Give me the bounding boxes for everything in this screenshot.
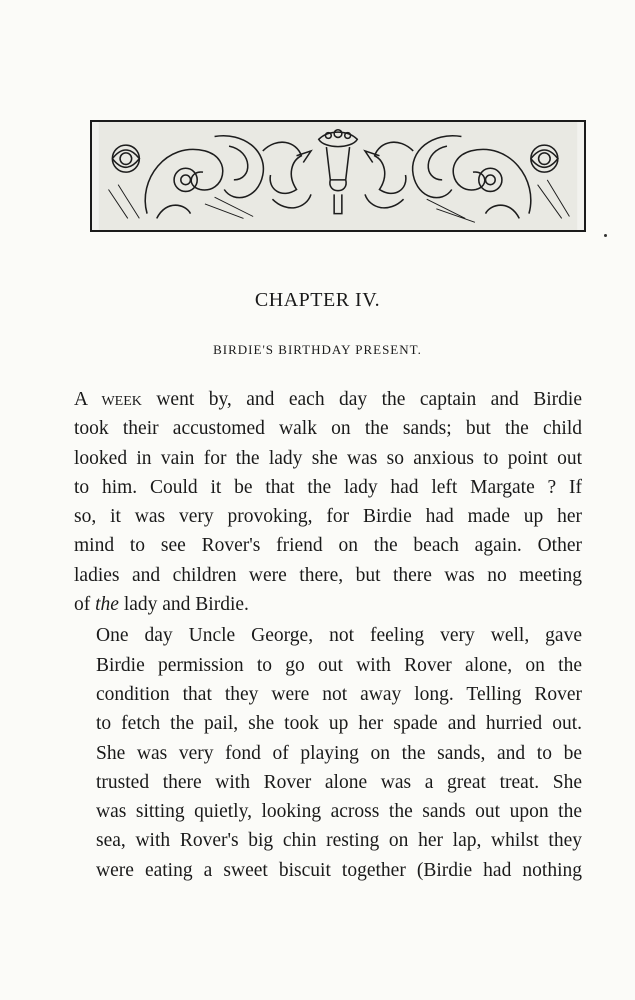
- text-line: to fetch the pail, she took up her spade and hurried out.: [96, 713, 582, 735]
- text-line: was sitting quietly, looking across the sands out upon the: [96, 801, 582, 823]
- text-line: so, it was very provoking, for Birdie had made up her: [74, 506, 582, 528]
- text-line: condition that they were not away long. Telling Rover: [96, 683, 582, 705]
- text-line: of the lady and Birdie.: [74, 594, 249, 616]
- body-text: [74, 385, 582, 885]
- text-line: A week went by, and each day the captain and Birdie: [74, 389, 583, 410]
- ornament-engraving: [92, 122, 584, 230]
- text-line: ladies and children were there, but there was no meeting: [74, 564, 582, 586]
- paragraph-2: [74, 621, 582, 885]
- paragraph-1: [74, 385, 582, 619]
- chapter-title: CHAPTER IV.: [254, 289, 381, 311]
- print-speck: [604, 234, 607, 237]
- text-line: were eating a sweet biscuit together (Birdie had nothing: [96, 859, 582, 881]
- text-line: She was very fond of playing on the sands, and to be: [96, 742, 582, 764]
- text-line: to him. Could it be that the lady had left Margate ? If: [74, 476, 582, 498]
- ornamental-headpiece: [90, 120, 586, 232]
- text-line: Birdie permission to go out with Rover alone, on the: [96, 654, 582, 676]
- italic-word: the: [95, 594, 119, 616]
- chapter-subtitle: BIRDIE'S BIRTHDAY PRESENT.: [213, 342, 422, 357]
- text-line: mind to see Rover's friend on the beach again. Other: [74, 535, 582, 557]
- text-line: looked in vain for the lady she was so anxious to point out: [74, 447, 582, 469]
- text-line: took their accustomed walk on the sands; but the child: [74, 418, 582, 440]
- small-caps-lead: A week: [74, 389, 142, 410]
- text-line: sea, with Rover's big chin resting on her lap, whilst they: [96, 830, 582, 852]
- text-line: One day Uncle George, not feeling very well, gave: [96, 625, 582, 647]
- text-line: trusted there with Rover alone was a great treat. She: [96, 771, 582, 793]
